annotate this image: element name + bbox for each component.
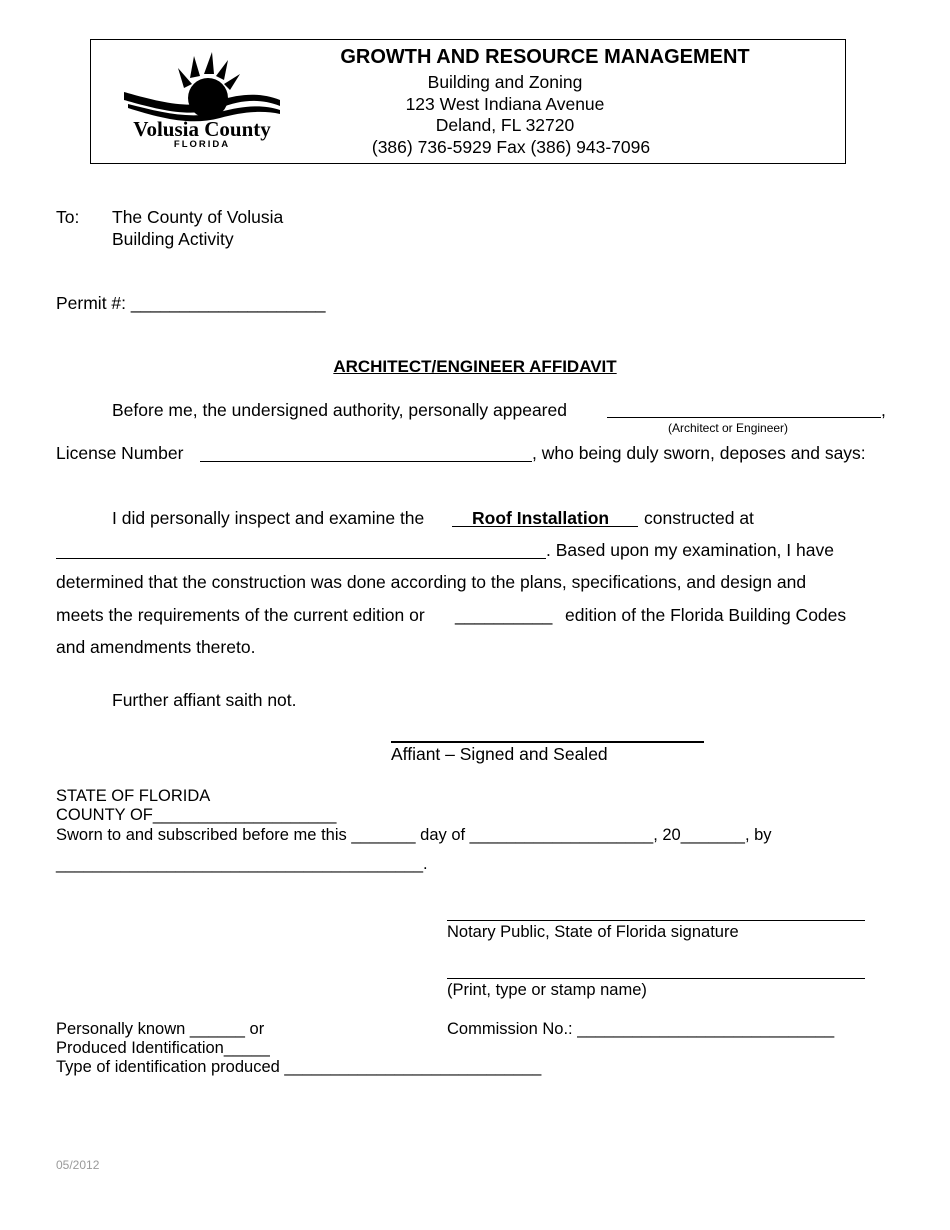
role-caption: (Architect or Engineer) <box>668 421 789 435</box>
county-field[interactable]: COUNTY OF____________________ <box>56 806 337 824</box>
edition-blank[interactable]: __________ <box>455 605 553 625</box>
sworn-text: , who being duly sworn, deposes and says: <box>532 443 866 463</box>
state-label: STATE OF FLORIDA <box>56 787 211 805</box>
phone: (386) 736-5929 Fax (386) 943-7096 <box>371 137 651 157</box>
inspect-pre: I did personally inspect and examine the <box>112 508 425 528</box>
architect-name-line[interactable] <box>607 400 881 418</box>
affiant-signature-line[interactable] <box>391 726 704 743</box>
appeared-text: Before me, the undersigned authority, personally appeared <box>112 400 567 420</box>
permit-field[interactable]: Permit #: ____________________ <box>56 293 326 313</box>
by-line[interactable]: ________________________________________. <box>56 855 428 873</box>
to-line1: The County of Volusia <box>112 207 284 227</box>
license-label: License Number <box>56 443 184 463</box>
produced-identification[interactable]: Produced Identification_____ <box>56 1039 270 1057</box>
identification-type[interactable]: Type of identification produced ____________________________ <box>56 1058 542 1076</box>
sworn-line[interactable]: Sworn to and subscribed before me this _______ day of ____________________, 20_______, by <box>56 826 772 844</box>
notary-signature-caption: Notary Public, State of Florida signature <box>447 923 739 941</box>
address: 123 West Indiana Avenue <box>405 94 605 114</box>
body-line5: and amendments thereto. <box>56 637 256 657</box>
commission-number[interactable]: Commission No.: ____________________________ <box>447 1020 835 1038</box>
location-line[interactable] <box>56 540 546 559</box>
to-line2: Building Activity <box>112 229 234 249</box>
notary-print-caption: (Print, type or stamp name) <box>447 981 647 999</box>
city: Deland, FL 32720 <box>435 115 575 135</box>
logo-sub: FLORIDA <box>173 139 231 150</box>
license-number-line[interactable] <box>200 443 532 462</box>
further-text: Further affiant saith not. <box>112 690 297 710</box>
appeared-comma: , <box>881 400 886 420</box>
body-line4-pre: meets the requirements of the current edition or <box>56 605 425 625</box>
notary-print-line[interactable] <box>447 963 865 979</box>
inspect-post: constructed at <box>644 508 754 528</box>
logo-name: Volusia County <box>133 117 271 141</box>
to-label: To: <box>56 207 80 227</box>
inspect-item[interactable]: Roof Installation <box>452 508 638 527</box>
based-text: . Based upon my examination, I have <box>546 540 834 560</box>
body-line3: determined that the construction was done according to the plans, specifications, and design and <box>56 572 807 592</box>
revision-date: 05/2012 <box>56 1158 100 1172</box>
affiant-caption: Affiant – Signed and Sealed <box>391 744 608 764</box>
department: Building and Zoning <box>427 72 583 92</box>
notary-signature-line[interactable] <box>447 905 865 921</box>
personally-known[interactable]: Personally known ______ or <box>56 1020 265 1038</box>
agency-title: GROWTH AND RESOURCE MANAGEMENT <box>340 46 750 68</box>
page-title: ARCHITECT/ENGINEER AFFIDAVIT <box>333 357 617 376</box>
body-line4-post: edition of the Florida Building Codes <box>565 605 847 625</box>
